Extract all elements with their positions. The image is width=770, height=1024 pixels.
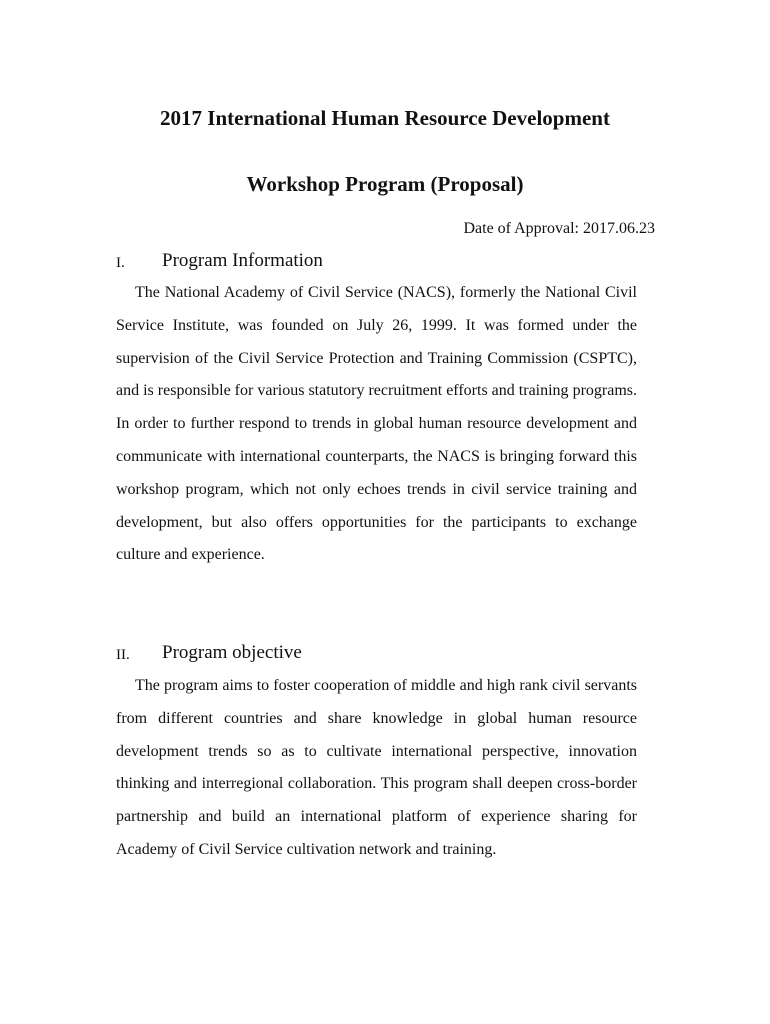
section-title: Program Information — [162, 250, 323, 271]
section-body-program-objective: The program aims to foster cooperation of middle and high rank civil servants from different countries and share knowledge in global human resource development trends so as to cultivate international perspective, innovation thinking and interregional collaboration. This program shall deepen cross-border partnership and build an international platform of experience sharing for Academy of Civil Service cultivation network and training. — [116, 677, 637, 858]
section-number: I. — [116, 255, 125, 271]
document-title-line-2: Workshop Program (Proposal) — [246, 172, 524, 196]
section-body-program-information: The National Academy of Civil Service (NACS), formerly the National Civil Service Institute, was founded on July 26, 1999. It was formed under the supervision of the Civil Service Protection and Training Commission (CSPTC), and is responsible for various statutory recruitment efforts and training programs. In order to further respond to trends in global human resource development and communicate with international counterparts, the NACS is bringing forward this workshop program, which not only echoes trends in civil service training and development, but also offers opportunities for the participants to exchange culture and experience. — [116, 284, 637, 564]
section-number: II. — [116, 647, 130, 663]
approval-date: Date of Approval: 2017.06.23 — [463, 220, 655, 237]
document-title-line-1: 2017 International Human Resource Development — [160, 106, 610, 130]
section-title: Program objective — [162, 642, 302, 663]
